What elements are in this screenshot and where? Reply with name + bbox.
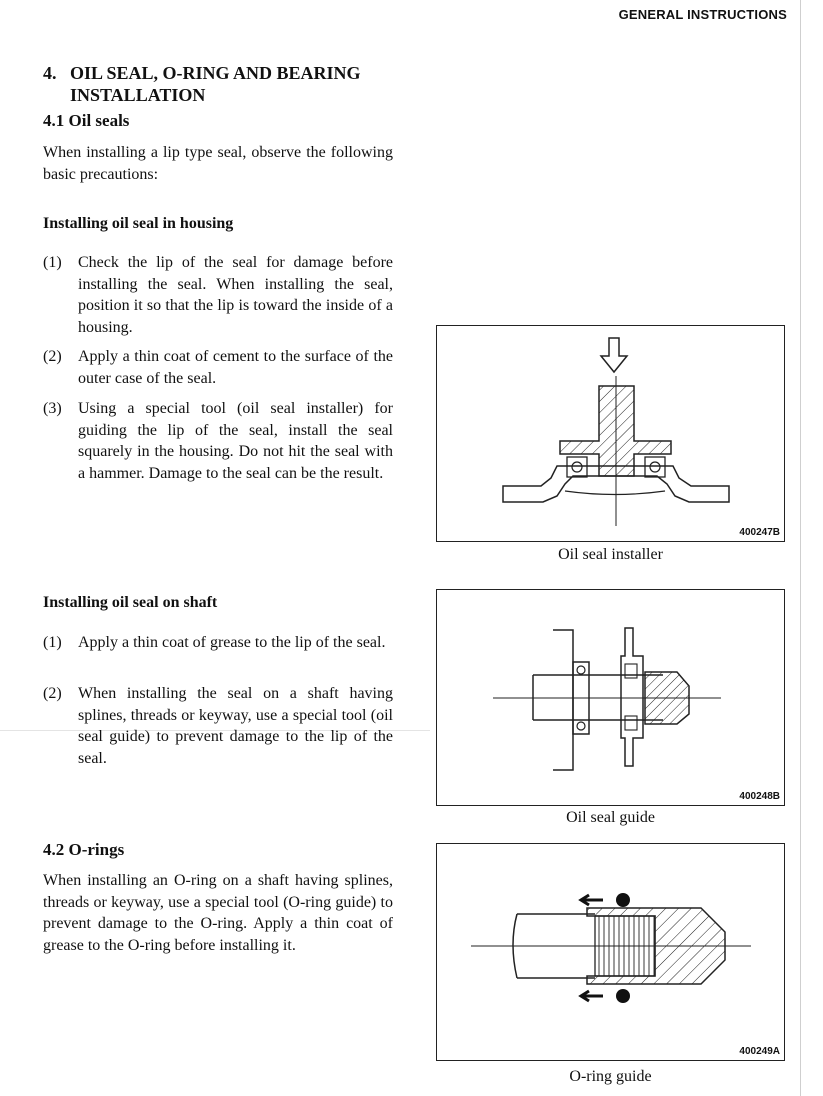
step-text: Apply a thin coat of cement to the surface of the outer case of the seal.	[78, 348, 393, 387]
o-rings-text: When installing an O-ring on a shaft having splines, threads or keyway, use a special tool (O-ring guide) to prevent damage to the O-ring. Apply a thin coat of grease to the O-ring before installing it.	[43, 872, 393, 954]
figure-caption: Oil seal installer	[558, 546, 663, 563]
oil-seals-heading: 4.1 Oil seals	[43, 111, 130, 130]
shaft-heading: Installing oil seal on shaft	[43, 594, 218, 611]
step-text: When installing the seal on a shaft having splines, threads or keyway, use a special tool (oil seal guide) to prevent damage to the lip of the seal.	[78, 685, 393, 767]
step-number: (2)	[43, 685, 62, 702]
figure-code: 400249A	[739, 1046, 780, 1057]
section-number: 4.	[43, 63, 57, 83]
o-rings-heading: 4.2 O-rings	[43, 840, 125, 859]
figure-code: 400248B	[739, 791, 780, 802]
section-title	[43, 62, 403, 106]
housing-step-1	[43, 252, 393, 338]
step-number: (3)	[43, 400, 62, 417]
shaft-step-1	[43, 632, 393, 654]
housing-heading: Installing oil seal in housing	[43, 215, 234, 232]
shaft-step-2	[43, 683, 393, 769]
housing-step-3	[43, 398, 393, 484]
figure-oil-seal-installer	[436, 325, 785, 542]
figure-oil-seal-guide	[436, 589, 785, 806]
figure-code: 400247B	[739, 527, 780, 538]
section-title-text: OIL SEAL, O-RING AND BEARING INSTALLATION	[70, 63, 361, 105]
o-ring-guide-drawing	[437, 844, 784, 1060]
step-number: (1)	[43, 254, 62, 271]
oil-seals-intro: When installing a lip type seal, observe the following basic precautions:	[43, 144, 393, 183]
page-edge-rule	[800, 0, 801, 1096]
step-number: (1)	[43, 634, 62, 651]
step-text: Using a special tool (oil seal installer) for guiding the lip of the seal, install the seal squarely in the housing. Do not hit the seal with a hammer. Damage to the seal can be the result.	[78, 400, 393, 482]
oil-seal-installer-drawing	[437, 326, 784, 541]
figure-caption: Oil seal guide	[566, 809, 655, 826]
running-head: GENERAL INSTRUCTIONS	[618, 7, 787, 22]
oil-seal-guide-drawing	[437, 590, 784, 805]
figure-o-ring-guide	[436, 843, 785, 1061]
step-number: (2)	[43, 348, 62, 365]
figure-caption: O-ring guide	[569, 1068, 652, 1085]
housing-step-2	[43, 346, 393, 389]
step-text: Check the lip of the seal for damage before installing the seal. When installing the seal, position it so that the lip is toward the inside of a housing.	[78, 254, 393, 336]
step-text: Apply a thin coat of grease to the lip of the seal.	[78, 634, 386, 651]
